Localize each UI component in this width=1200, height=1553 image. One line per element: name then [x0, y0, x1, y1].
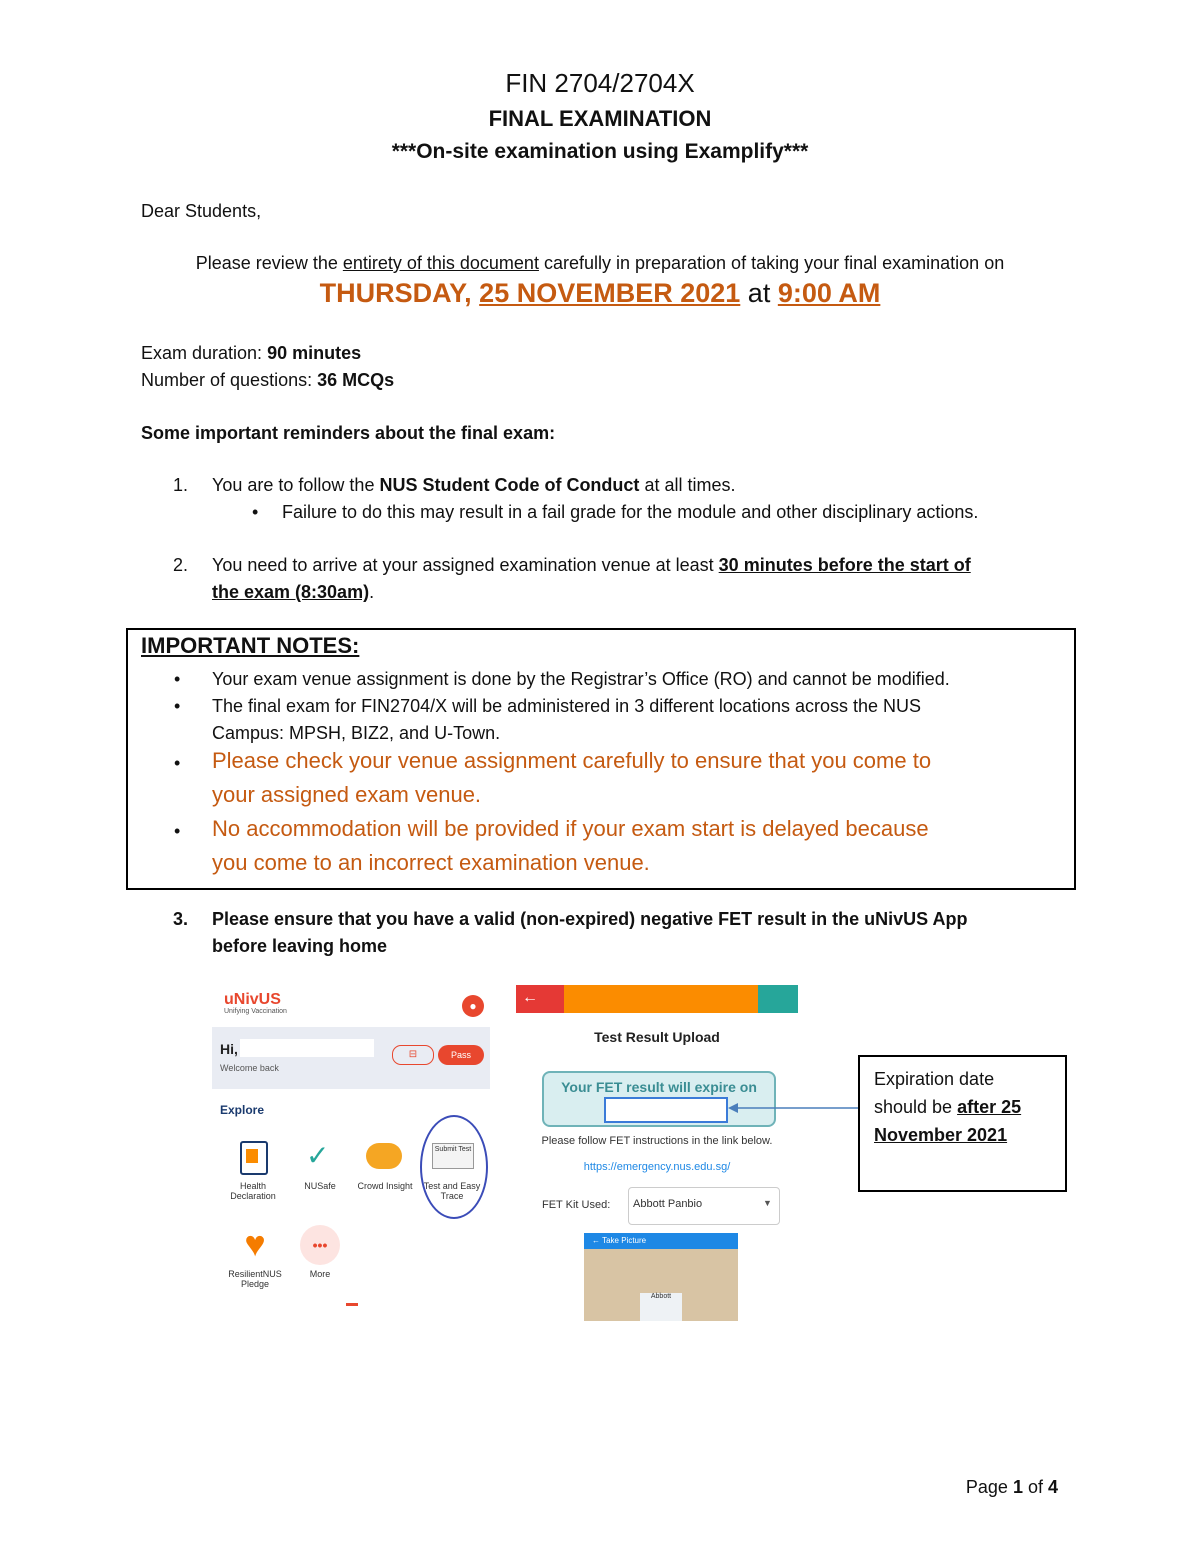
question-count — [141, 367, 394, 394]
tile-test-trace: Test and Easy Trace — [423, 1181, 481, 1201]
nusafe-check-icon: ✓ — [306, 1140, 330, 1171]
tile-health-declaration: Health Declaration — [230, 1181, 276, 1201]
take-picture-arrow-icon: ← — [592, 1236, 603, 1245]
chevron-down-icon: ▼ — [763, 1198, 772, 1208]
notes-bullet-3: • — [174, 753, 181, 773]
exam-day: THURSDAY, — [319, 278, 480, 308]
item-3-line-2: before leaving home — [212, 936, 388, 956]
tile-more: More — [309, 1269, 331, 1279]
item-2-line-1 — [212, 552, 971, 579]
callout-line-2-prefix: should be — [874, 1097, 958, 1117]
item-2-line-2 — [212, 579, 374, 606]
submit-test-icon: Submit Test — [432, 1143, 474, 1169]
univus-logo-sub: Unifying Vaccination — [224, 1008, 287, 1015]
exam-at: at — [740, 278, 778, 308]
expiration-callout — [858, 1055, 1067, 1192]
crowd-insight-icon — [366, 1143, 402, 1169]
take-picture-label: Take Picture — [602, 1236, 647, 1245]
callout-arrow-head — [728, 1103, 738, 1113]
kit-value: Abbott Panbio — [633, 1198, 703, 1210]
intro-prefix: Please review the — [195, 253, 343, 273]
kit-label: FET Kit Used: — [542, 1199, 611, 1211]
item-1-suffix: at all times. — [639, 475, 736, 495]
resilientnus-heart-icon: ♥ — [244, 1223, 266, 1264]
item-1-prefix: You are to follow the — [212, 475, 380, 495]
callout-line-3: November 2021 — [874, 1125, 1008, 1145]
notes-text-3a: Please check your venue assignment carefully to ensure that you come to — [212, 748, 932, 773]
header-bar-orange — [564, 985, 758, 1013]
notes-text-2a: The final exam for FIN2704/X will be administered in 3 different locations across the NUS — [212, 696, 922, 716]
take-picture-bar[interactable] — [584, 1233, 738, 1249]
page-total: 4 — [1047, 1477, 1058, 1497]
item-1-number: 1. — [173, 475, 189, 495]
exam-date-line — [0, 278, 1200, 309]
profile-icon: ● — [462, 995, 484, 1017]
univus-app-screenshot — [212, 985, 498, 1315]
univus-logo: uNivUS — [224, 991, 281, 1008]
upload-title: Test Result Upload — [594, 1029, 720, 1045]
item-2-suffix: . — [369, 582, 375, 602]
scan-icon: ⊟ — [392, 1045, 434, 1065]
callout-arrow — [728, 1098, 860, 1118]
page-number — [966, 1477, 1058, 1498]
exam-date: 25 NOVEMBER 2021 — [479, 278, 741, 308]
test-upload-screenshot — [516, 985, 798, 1321]
kit-select[interactable] — [628, 1187, 780, 1225]
page-prefix: Page — [965, 1477, 1013, 1497]
expiry-date-redaction — [604, 1097, 728, 1123]
exam-title: FINAL EXAMINATION — [488, 106, 712, 131]
important-notes-title: IMPORTANT NOTES: — [141, 633, 360, 658]
health-declaration-icon-detail — [246, 1149, 258, 1163]
fet-link[interactable]: https://emergency.nus.edu.sg/ — [583, 1161, 731, 1173]
tile-nusafe: NUSafe — [304, 1181, 336, 1191]
item-2-prefix: You need to arrive at your assigned examination venue at least — [212, 555, 719, 575]
welcome-hi: Hi, — [220, 1041, 238, 1057]
item-3-line-1: Please ensure that you have a valid (non-expired) negative FET result in the uNivUS App — [212, 909, 968, 929]
callout-line-2 — [874, 1093, 1051, 1121]
item-2-bold-1: 30 minutes before the start of — [718, 555, 971, 575]
notes-bullet-2: • — [174, 696, 181, 716]
greeting: Dear Students, — [141, 201, 262, 221]
callout-line-1: Expiration date — [874, 1069, 995, 1089]
item-2-bold-2: the exam (8:30am) — [212, 582, 370, 602]
course-title: FIN 2704/2704X — [505, 68, 695, 98]
exam-time: 9:00 AM — [777, 278, 881, 308]
notes-text-4a: No accommodation will be provided if your exam start is delayed because — [212, 816, 929, 841]
tile-crowd-insight: Crowd Insight — [357, 1181, 413, 1191]
notes-text-2b: Campus: MPSH, BIZ2, and U-Town. — [212, 723, 501, 743]
notes-text-3b: your assigned exam venue. — [212, 782, 482, 807]
item-1-sub-text: Failure to do this may result in a fail grade for the module and other disciplinary actions. — [282, 502, 979, 522]
back-arrow-icon: ← — [516, 985, 564, 1013]
expiry-text: Your FET result will expire on — [561, 1079, 757, 1095]
duration-label: Exam duration: — [141, 343, 268, 363]
fet-instructions: Please follow FET instructions in the link below. — [541, 1135, 773, 1147]
welcome-back: Welcome back — [220, 1063, 279, 1073]
page-current: 1 — [1012, 1477, 1023, 1497]
duration-value: 90 minutes — [267, 343, 362, 363]
name-redaction — [240, 1039, 374, 1057]
welcome-card — [212, 1027, 490, 1089]
item-1-bold: NUS Student Code of Conduct — [379, 475, 640, 495]
questions-label: Number of questions: — [141, 370, 318, 390]
reminders-heading: Some important reminders about the final exam: — [141, 423, 556, 443]
intro-paragraph — [0, 250, 1200, 277]
intro-suffix: carefully in preparation of taking your final examination on — [538, 253, 1005, 273]
page-indicator — [346, 1303, 358, 1306]
notes-bullet-4: • — [174, 821, 181, 841]
camera-preview — [584, 1233, 738, 1321]
intro-emphasis: entirety of this document — [342, 253, 539, 273]
exam-mode: ***On-site examination using Examplify*** — [391, 140, 809, 163]
pass-button: Pass — [438, 1045, 484, 1065]
notes-text-4b: you come to an incorrect examination venue. — [212, 850, 650, 875]
tile-resilientnus: ResilientNUS Pledge — [228, 1269, 282, 1289]
header-bar-teal — [758, 985, 798, 1013]
exam-duration — [141, 340, 361, 367]
callout-line-2-emphasis: after 25 — [957, 1097, 1022, 1117]
item-3-number: 3. — [173, 909, 189, 929]
more-icon: ••• — [300, 1225, 340, 1265]
page-of: of — [1022, 1477, 1048, 1497]
item-1-text — [212, 472, 735, 499]
questions-value: 36 MCQs — [317, 370, 395, 390]
notes-bullet-1: • — [174, 669, 181, 689]
notes-text-1: Your exam venue assignment is done by the Registrar’s Office (RO) and cannot be modified. — [212, 669, 950, 689]
item-1-sub-bullet: • — [252, 502, 259, 522]
test-kit-card: Abbott — [640, 1293, 682, 1321]
explore-heading: Explore — [220, 1103, 265, 1117]
item-2-number: 2. — [173, 555, 189, 575]
